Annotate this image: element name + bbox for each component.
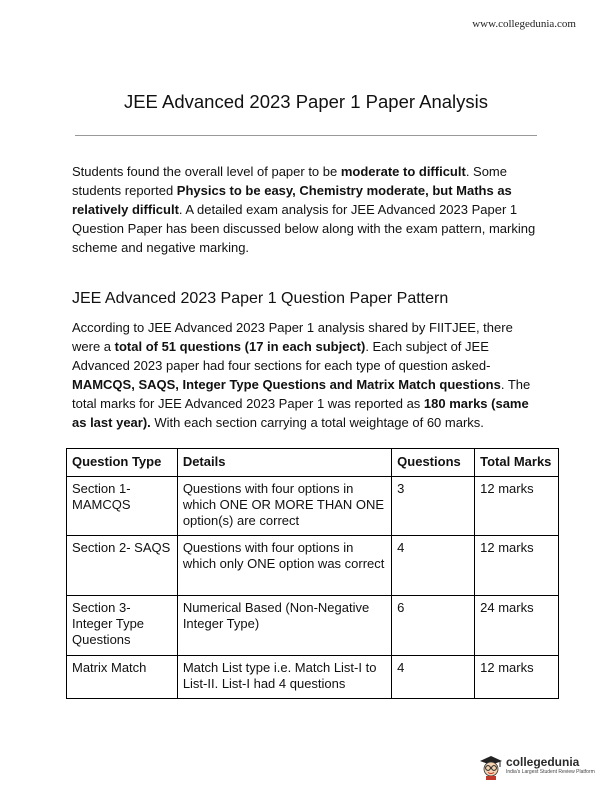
header-total-marks: Total Marks <box>475 449 559 477</box>
intro-text-3: . A detailed exam analysis for JEE Advanced 2023 Paper 1 Question Paper has been discussed below along with the exam pattern, marking scheme and negative marking. <box>72 202 536 255</box>
cell-questions: 3 <box>392 477 475 536</box>
cell-details: Questions with four options in which ONE OR MORE THAN ONE option(s) are correct <box>177 477 391 536</box>
cell-question-type: Matrix Match <box>67 656 178 699</box>
pattern-text-2: . Each subject of JEE Advanced 2023 paper had four sections for each type of question asked- <box>72 339 491 373</box>
pattern-text-4: With each section carrying a total weightage of 60 marks. <box>150 415 484 430</box>
pattern-bold-1: total of 51 questions (17 in each subject) <box>114 339 366 354</box>
intro-bold-2: Physics to be easy, Chemistry moderate, but Maths as relatively difficult <box>72 183 512 217</box>
cell-total-marks: 24 marks <box>475 596 559 656</box>
cell-questions: 4 <box>392 536 475 596</box>
header-url: www.collegedunia.com <box>472 18 576 30</box>
cell-details: Match List type i.e. Match List-I to List-II. List-I had 4 questions <box>177 656 391 699</box>
cell-question-type: Section 1- MAMCQS <box>67 477 178 536</box>
collegedunia-logo <box>478 754 598 782</box>
header-question-type: Question Type <box>67 449 178 477</box>
header-questions: Questions <box>392 449 475 477</box>
cell-details: Numerical Based (Non-Negative Integer Type) <box>177 596 391 656</box>
table-row <box>67 656 559 699</box>
intro-text-1: Students found the overall level of paper to be <box>72 164 341 179</box>
pattern-text-1: According to JEE Advanced 2023 Paper 1 analysis shared by FIITJEE, there were a <box>72 320 513 354</box>
header-details: Details <box>177 449 391 477</box>
intro-bold-1: moderate to difficult <box>340 164 466 179</box>
pattern-bold-2: MAMCQS, SAQS, Integer Type Questions and Matrix Match questions <box>72 377 501 392</box>
paper-pattern-table <box>66 448 559 699</box>
title-divider <box>75 135 537 136</box>
cell-questions: 4 <box>392 656 475 699</box>
section-heading: JEE Advanced 2023 Paper 1 Question Paper Pattern <box>72 290 449 307</box>
intro-text-2: . Some students reported <box>72 164 507 198</box>
table-row <box>67 477 559 536</box>
page-title: JEE Advanced 2023 Paper 1 Paper Analysis <box>123 91 489 112</box>
cell-total-marks: 12 marks <box>475 536 559 596</box>
table-row <box>67 596 559 656</box>
pattern-bold-3: 180 marks (same as last year). <box>72 396 529 430</box>
table-header-row <box>67 449 559 477</box>
cell-question-type: Section 2- SAQS <box>67 536 178 596</box>
cell-details: Questions with four options in which only ONE option was correct <box>177 536 391 596</box>
logo-wordmark: collegedunia <box>506 755 580 769</box>
student-mascot-icon <box>478 754 504 780</box>
cell-questions: 6 <box>392 596 475 656</box>
table-row <box>67 536 559 596</box>
intro-paragraph <box>72 162 542 257</box>
cell-total-marks: 12 marks <box>475 477 559 536</box>
logo-tagline: India's Largest Student Review Platform <box>506 769 595 775</box>
pattern-paragraph <box>72 318 542 432</box>
cell-question-type: Section 3- Integer Type Questions <box>67 596 178 656</box>
pattern-text-3: . The total marks for JEE Advanced 2023 Paper 1 was reported as <box>72 377 531 411</box>
cell-total-marks: 12 marks <box>475 656 559 699</box>
